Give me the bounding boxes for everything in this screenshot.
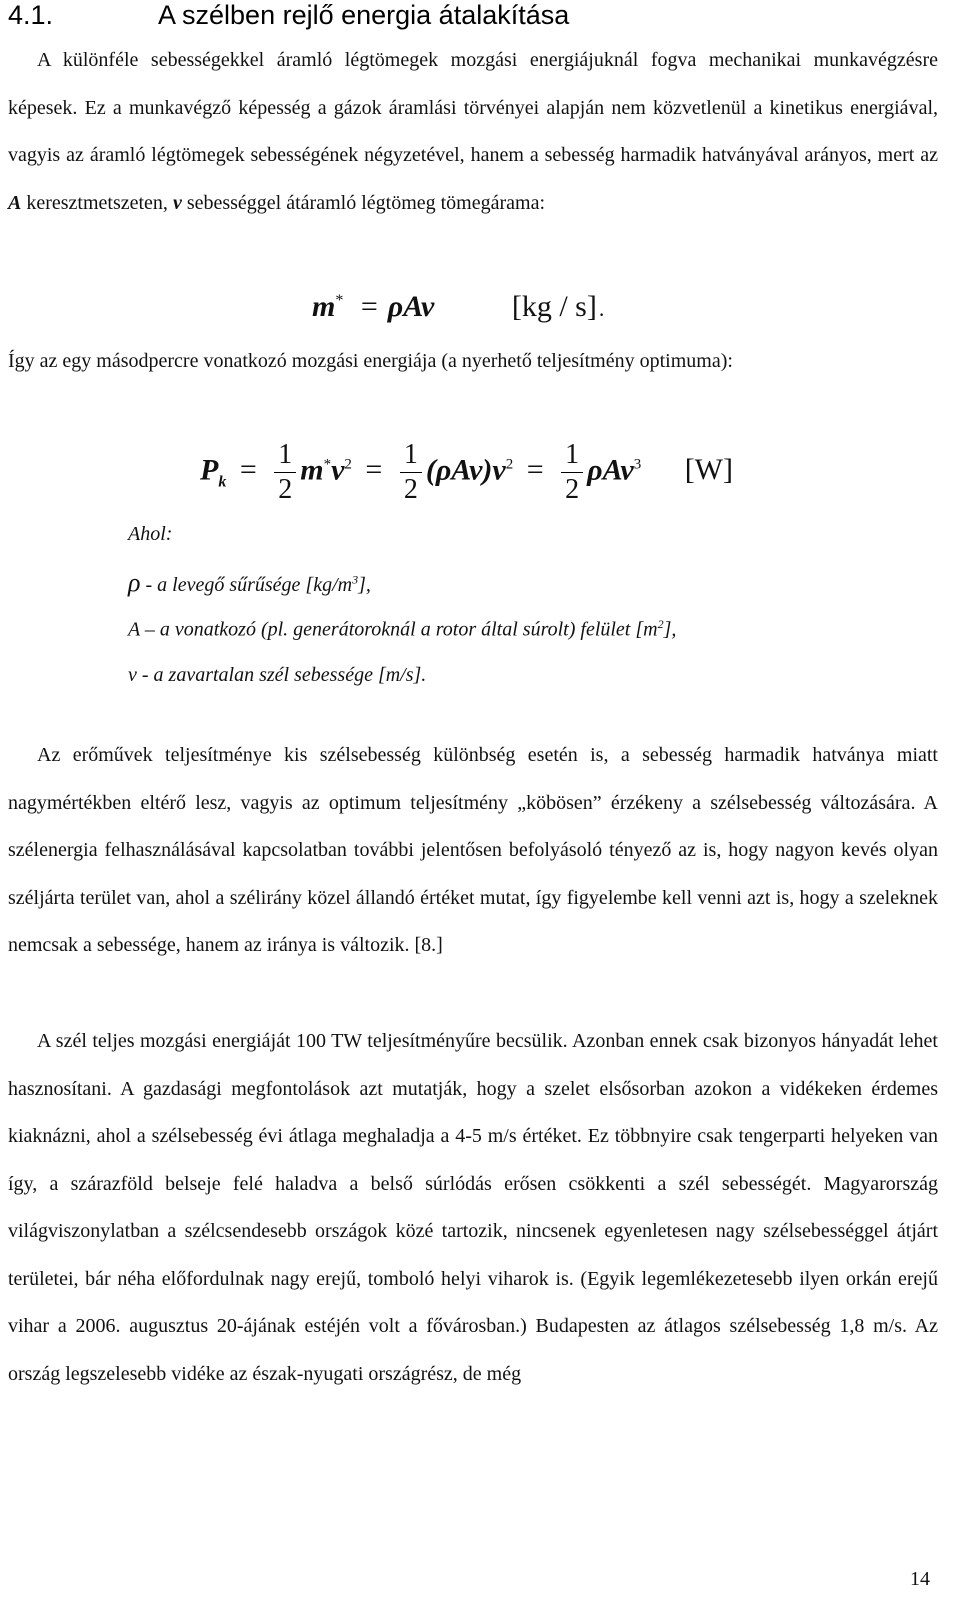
half-fraction-2: [400, 438, 422, 507]
power-unit: [W]: [684, 453, 733, 487]
fraction-numerator: 1: [274, 438, 296, 473]
formula-period: .: [598, 296, 605, 321]
rho-definition-end: ],: [358, 574, 371, 596]
power-symbol: P: [200, 453, 219, 487]
power-subscript: k: [218, 473, 227, 491]
half-fraction-3: [561, 438, 583, 507]
mass-flow-unit: [kg / s]: [511, 290, 597, 323]
intro-text-1: A különféle sebességekkel áramló légtömegek mozgási energiájuknál fogva mechanikai munkavégzésre képesek. Ez a munkavégző képesség a gázok áramlási törvényei alapján nem közvetlenül a kinetikus energiával, vagyis az áramló légtömegek sebességének négyzetével, hanem a sebesség harmadik hatványával arányos, mert az: [8, 49, 938, 166]
cube-exponent: 3: [633, 456, 642, 473]
where-label: Ahol:: [128, 523, 173, 545]
star-superscript: *: [323, 456, 332, 473]
star-superscript: *: [335, 292, 344, 309]
area-definition-text: A – a vonatkozó (pl. generátoroknál a rotor által súrolt) felület [m: [128, 618, 658, 641]
square-exponent: 2: [505, 456, 514, 473]
fraction-denominator: 2: [278, 474, 293, 505]
section-number: 4.1.: [8, 0, 54, 30]
expanded-term: (ρAv)v: [425, 453, 506, 487]
mass-flow-expression: ρAv: [387, 290, 435, 323]
intro-text-2: keresztmetszeten,: [21, 191, 173, 214]
intro-text-3: sebességgel átáramló légtömeg tömegárama:: [181, 191, 546, 214]
mass-flow-term: m: [300, 453, 324, 487]
velocity-term: v: [331, 453, 345, 487]
section-heading: [8, 0, 569, 31]
rho-unit-exponent: 3: [352, 572, 359, 587]
equals-sign-1: =: [239, 453, 257, 487]
rho-definition-text: - a levegő sűrűsége [kg/m: [140, 574, 353, 596]
equals-sign-3: =: [526, 453, 544, 487]
area-definition-end: ],: [663, 618, 677, 641]
fraction-denominator: 2: [403, 474, 418, 505]
body-paragraph-3: A szél teljes mozgási energiáját 100 TW teljesítményűre becsülik. Azonban ennek csak bizonyos hányadát lehet hasznosítani. A gazdasági megfontolások azt mutatják, hogy a szelet elsősorban azokon a vidékeken érdemes kiaknázni, ahol a szélsebesség évi átlaga meghaladja a 4-5 m/s értéket. Ez többnyire csak tengerparti helyeken van így, a szárazföld belseje felé haladva a belső súrlódás erősen csökkenti a szél sebességét. Magyarország világviszonylatban a szélcsendesebb országok közé tartozik, nincsenek egyenletesen nagy szélsebességgel átjárt területei, bár néha előfordulnak nagy erejű, tomboló helyi viharok is. (Egyik legemlékezetesebb ilyen orkán erejű vihar a 2006. augusztus 20-ájának estéjén volt a fővárosban.) Budapesten az átlagos szélsebesség 1,8 m/s. Az ország legszelesebb vidéke az észak-nyugati országrész, de még: [8, 1030, 938, 1385]
rho-symbol: ρ: [128, 568, 141, 597]
definition-area: [128, 617, 676, 642]
definition-rho: [128, 568, 371, 598]
fraction-denominator: 2: [565, 474, 580, 505]
square-exponent: 2: [344, 456, 352, 473]
velocity-symbol: v: [172, 191, 182, 214]
body-paragraph-2: Az erőművek teljesítménye kis szélsebesség különbség esetén is, a sebesség harmadik hatványa miatt nagymértékben eltérő lesz, vagyis az optimum teljesítmény „köbösen” érzékeny a szélsebesség változására. A szélenergia felhasználásával kapcsolatban további jelentősen befolyásoló tényező az is, hogy nagyon kevés olyan széljárta terület van, ahol a szélirány közel állandó értéket mutat, így figyelembe kell venni azt is, hogy a szeleknek nemcsak a sebessége, hanem az iránya is változik. [8.]: [8, 744, 938, 956]
mass-flow-symbol: m: [312, 290, 336, 323]
area-unit-exponent: 2: [657, 617, 664, 631]
power-formula: [200, 438, 733, 507]
equals-sign-2: =: [365, 453, 383, 487]
final-term: ρAv: [587, 453, 634, 487]
definition-velocity: v - a zavartalan szél sebessége [m/s].: [128, 664, 427, 686]
half-fraction-1: [274, 438, 296, 507]
power-intro-paragraph: Így az egy másodpercre vonatkozó mozgási energiája (a nyerhető teljesítmény optimuma):: [8, 350, 733, 372]
page-number: 14: [910, 1568, 930, 1590]
section-title: A szélben rejlő energia átalakítása: [158, 0, 570, 30]
fraction-numerator: 1: [561, 438, 583, 473]
equals-sign: =: [360, 290, 378, 323]
area-symbol: A: [8, 191, 22, 214]
intro-paragraph: [8, 37, 938, 227]
fraction-numerator: 1: [400, 438, 422, 473]
mass-flow-formula: [312, 290, 604, 324]
